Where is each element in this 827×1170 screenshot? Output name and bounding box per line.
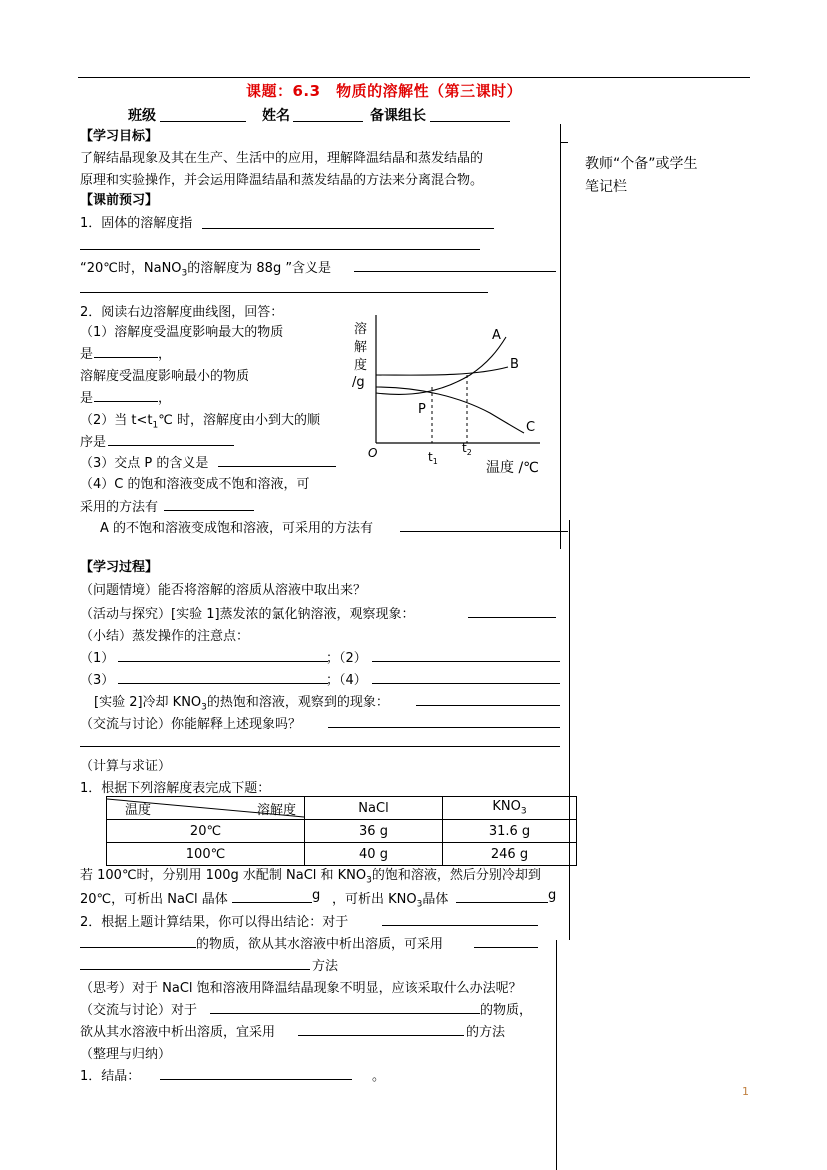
row-kno3: 31.6 g: [443, 820, 577, 843]
q2b-method-blank: [474, 947, 538, 948]
col-header-kno3: $KNO_3$: [443, 797, 577, 820]
process-heading: 【学习过程】: [80, 560, 159, 575]
disc-method-blank: [298, 1035, 464, 1036]
calc-disc-b: 的物质，: [480, 1003, 533, 1018]
process-l4: [实验 2]冷却 $KNO_3$的热饱和溶液，观察到的现象：: [94, 695, 389, 713]
process-l1: （问题情境）能否将溶解的溶质从溶液中取出来？: [80, 583, 367, 598]
comma-2: ，: [158, 391, 172, 406]
calc-disc-c: 欲从其水溶液中析出溶质，宜采用: [80, 1025, 276, 1040]
q1-blank: [202, 228, 494, 229]
calc-disc-a: （交流与讨论）对于: [80, 1003, 198, 1018]
q1b-blank-2: [80, 292, 488, 293]
preview-q2-5: A 的不饱和溶液变成饱和溶液，可采用的方法有: [100, 521, 374, 536]
disc-blank: [210, 1013, 480, 1014]
preview-q2: 2．阅读右边溶解度曲线图，回答：: [80, 305, 284, 320]
process-p1: （1）: [80, 651, 115, 666]
class-blank: [160, 121, 246, 122]
l4-blank: [416, 705, 560, 706]
graph-origin: O: [368, 446, 378, 460]
calc-line-2a: 20℃，可析出 NaCl 晶体: [80, 892, 228, 907]
calc-q2-a: 2．根据上题计算结果，你可以得出结论：对于: [80, 915, 349, 930]
curve-label-a: A: [492, 328, 501, 343]
unit-g-2: g: [548, 888, 557, 903]
graph-ylabel-1: 溶: [354, 322, 368, 337]
preview-q2-1-is: 是: [80, 347, 94, 362]
column-divider-bottom: [556, 940, 557, 1170]
table-header-row: [107, 797, 577, 820]
preview-q2-4a: （4）C 的饱和溶液变成不饱和溶液，可: [80, 477, 310, 492]
leader-label: 备课组长: [370, 108, 426, 124]
process-l5: （交流与讨论）你能解释上述现象吗？: [80, 717, 302, 732]
preview-heading: 【课前预习】: [80, 193, 159, 208]
calc-line-2b: ，可析出 $KNO_3$晶体: [332, 892, 449, 910]
l2-blank: [468, 617, 556, 618]
col-header-nacl: NaCl: [305, 797, 443, 820]
curve-label-c: C: [526, 420, 536, 435]
q2-1b-blank: [94, 401, 158, 402]
q2-3-blank: [218, 466, 336, 467]
calc-s1: 1．结晶：: [80, 1069, 141, 1084]
corner-left-label: 温度: [125, 803, 152, 818]
q2-4-blank: [164, 510, 254, 511]
process-l7: 1．根据下列溶解度表完成下题：: [80, 781, 271, 796]
column-divider-mid: [569, 520, 570, 940]
q2c-blank: [80, 969, 310, 970]
calc-s1-end: 。: [372, 1069, 386, 1084]
goals-line-1: 了解结晶现象及其在生产、生活中的应用，理解降温结晶和蒸发结晶的: [80, 151, 484, 166]
header-rule: [78, 77, 750, 78]
row-kno3: 246 g: [443, 843, 577, 866]
preview-q1: 1．固体的溶解度指: [80, 216, 193, 231]
q2-2-blank: [108, 445, 234, 446]
table-corner-cell: [107, 797, 305, 820]
name-blank: [293, 121, 363, 122]
name-label: 姓名: [262, 108, 290, 124]
page-title: 课题：6.3 物质的溶解性（第三课时）: [246, 82, 523, 100]
q2a-blank: [382, 925, 538, 926]
q2b-blank: [80, 947, 196, 948]
calc-q2-c: 方法: [312, 959, 339, 974]
preview-q2-2a: （2）当 $t<t_1℃$ 时，溶解度由小到大的顺: [80, 413, 320, 431]
p2-blank: [372, 661, 560, 662]
l5-blank-2: [80, 746, 560, 747]
q1b-blank: [354, 271, 556, 272]
goals-heading: 【学习目标】: [80, 129, 159, 144]
unit-g-1: g: [312, 888, 321, 903]
graph-ylabel-3: 度: [354, 358, 368, 373]
q2-5-blank: [400, 531, 568, 532]
preview-q2-1b: 溶解度受温度影响最小的物质: [80, 369, 250, 384]
p4-blank: [372, 683, 560, 684]
s1-blank: [160, 1079, 352, 1080]
process-l6: （计算与求证）: [80, 759, 172, 774]
p1-blank: [118, 661, 328, 662]
point-p-label: P: [418, 402, 426, 417]
divider-tick: [560, 142, 568, 143]
preview-q2-1b-is: 是: [80, 391, 94, 406]
corner-right-label: 溶解度: [257, 803, 297, 818]
kno3-crystal-blank: [456, 902, 548, 903]
graph-xlabel: 温度 /℃: [486, 460, 539, 476]
preview-q2-3: （3）交点 P 的含义是: [80, 456, 209, 471]
t1-label: $t_1$: [428, 450, 438, 466]
preview-q2-1a: （1）溶解度受温度影响最大的物质: [80, 325, 284, 340]
table-row: [107, 820, 577, 843]
preview-q1b: “20℃时，NaNO$_3$的溶解度为 88g ”含义是: [80, 261, 332, 279]
process-p4: ；（4）: [326, 673, 367, 688]
curve-b: [376, 367, 508, 375]
p3-blank: [118, 683, 328, 684]
curve-label-b: B: [510, 357, 519, 372]
solubility-table: [106, 796, 577, 866]
calc-disc-d: 的方法: [466, 1025, 506, 1040]
process-l2: （活动与探究）[实验 1]蒸发浓的氯化钠溶液，观察现象：: [80, 607, 415, 622]
l5-blank: [328, 727, 560, 728]
graph-ylabel-4: /g: [352, 375, 365, 390]
page-number: 1: [742, 1085, 749, 1098]
class-label: 班级: [128, 108, 156, 124]
column-divider-top: [560, 124, 561, 549]
t2-label: $t_2$: [462, 441, 472, 457]
process-l3: （小结）蒸发操作的注意点：: [80, 629, 250, 644]
calc-line-1: 若 100℃时，分别用 100g 水配制 NaCl 和 $KNO_3$的饱和溶液，然后分别冷却到: [80, 868, 541, 886]
q1-blank-2: [80, 249, 480, 250]
nacl-crystal-blank: [232, 902, 312, 903]
row-temp: 20℃: [107, 820, 305, 843]
goals-line-2: 原理和实验操作，并会运用降温结晶和蒸发结晶的方法来分离混合物。: [80, 173, 484, 188]
leader-blank: [430, 121, 510, 122]
q2-1-blank: [94, 357, 158, 358]
side-note-line-1: 教师“个备”或学生: [585, 156, 698, 172]
preview-q2-4b: 采用的方法有: [80, 500, 159, 515]
curve-a: [376, 337, 506, 394]
side-note-line-2: 笔记栏: [585, 179, 627, 195]
row-nacl: 36 g: [305, 820, 443, 843]
process-p2: ；（2）: [326, 651, 367, 666]
calc-summary: （整理与归纳）: [80, 1047, 172, 1062]
comma-1: ，: [158, 347, 172, 362]
preview-q2-2b: 序是: [80, 435, 107, 450]
calc-think: （思考）对于 NaCl 饱和溶液用降温结晶现象不明显，应该采取什么办法呢？: [80, 981, 522, 996]
table-row: [107, 843, 577, 866]
calc-q2-b: 的物质，欲从其水溶液中析出溶质，可采用: [196, 937, 444, 952]
row-nacl: 40 g: [305, 843, 443, 866]
row-temp: 100℃: [107, 843, 305, 866]
solubility-graph: [340, 305, 550, 480]
graph-ylabel-2: 解: [354, 340, 368, 355]
process-p3: （3）: [80, 673, 115, 688]
